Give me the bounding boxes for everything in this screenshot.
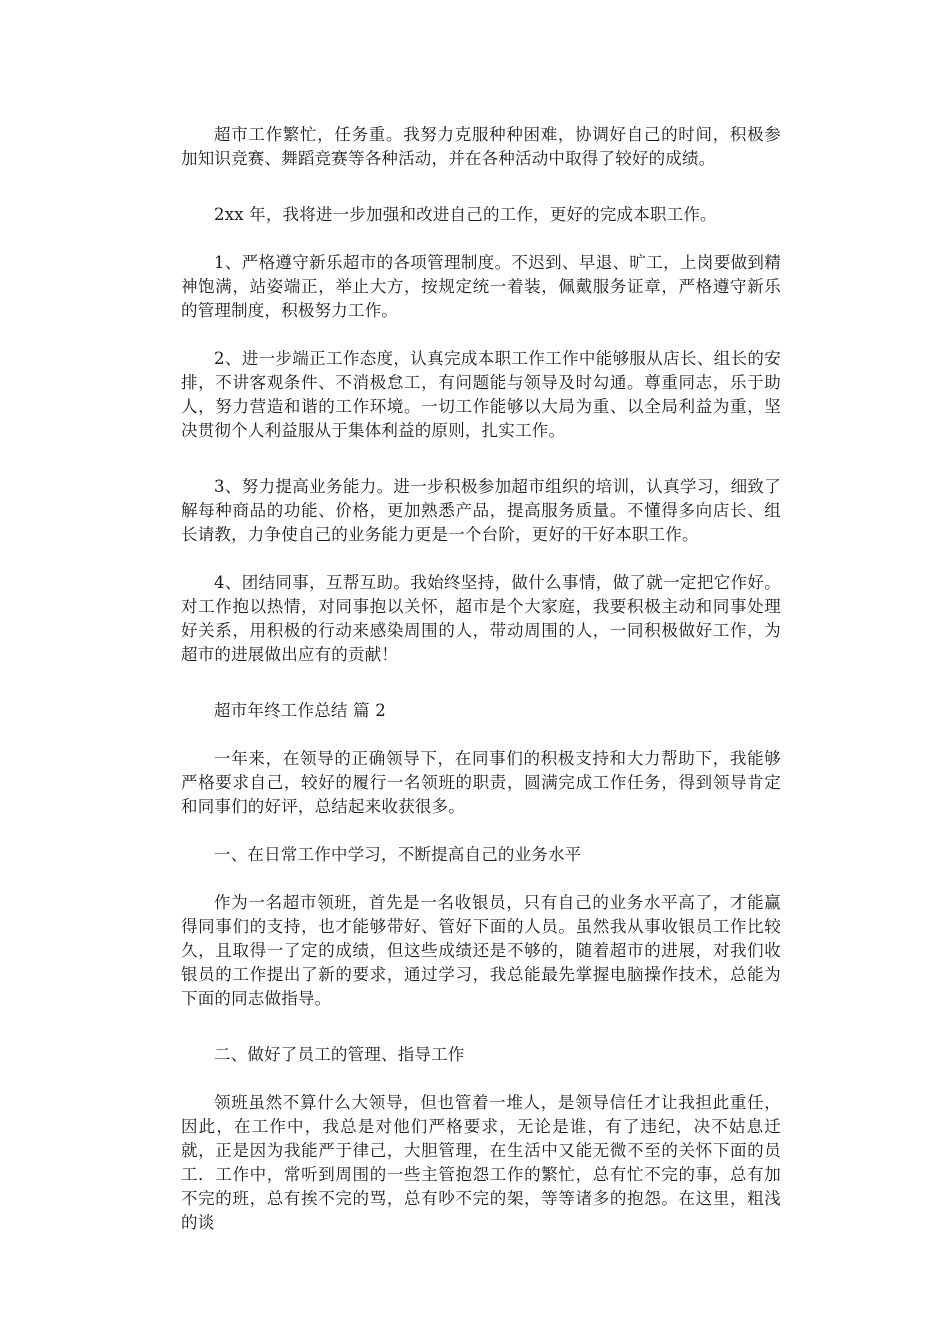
paragraph-plan-item-1: 1、严格遵守新乐超市的各项管理制度。不迟到、早退、旷工，上岗要做到精神饱满，站姿端正，举止大方，按规定统一着装，佩戴服务证章，严格遵守新乐的管理制度，积极努力工作。 [181, 253, 781, 320]
paragraph-year-summary: 一年来，在领导的正确领导下，在同事们的积极支持和大力帮助下，我能够严格要求自己，较好的履行一名领班的职责，圆满完成工作任务，得到领导肯定和同事们的好评，总结起来收获很多。 [181, 749, 781, 816]
subheading-staff-management: 二、做好了员工的管理、指导工作 [214, 1045, 465, 1064]
subheading-learning: 一、在日常工作中学习，不断提高自己的业务水平 [214, 845, 582, 864]
paragraph-plan-item-3: 3、努力提高业务能力。进一步积极参加超市组织的培训，认真学习，细致了解每种商品的功能、价格，更加熟悉产品，提高服务质量。不懂得多向店长、组长请教，力争使自己的业务能力更是一个台阶，更好的干好本职工作。 [181, 477, 781, 544]
paragraph-cashier-work: 作为一名超市领班，首先是一名收银员，只有自己的业务水平高了，才能赢得同事们的支持，也才能够带好、管好下面的人员。虽然我从事收银员工作比较久，且取得一了定的成绩，但这些成绩还是不够的，随着超市的进展，对我们收银员的工作提出了新的要求，通过学习，我总能最先掌握电脑操作技术，总能为下面的同志做指导。 [181, 893, 781, 1008]
paragraph-activities: 超市工作繁忙，任务重。我努力克服种种困难，协调好自己的时间，积极参加知识竞赛、舞蹈竞赛等各种活动，并在各种活动中取得了较好的成绩。 [181, 125, 781, 168]
paragraph-supervisor-role: 领班虽然不算什么大领导，但也管着一堆人，是领导信任才让我担此重任，因此，在工作中，我总是对他们严格要求，无论是谁，有了违纪，决不姑息迁就，正是因为我能严于律己，大胆管理，在生活中又能无微不至的关怀下面的员工．工作中，常听到周围的一些主管抱怨工作的繁忙，总有忙不完的事，总有加不完的班，总有挨不完的骂，总有吵不完的架，等等诸多的抱怨。在这里，粗浅的谈 [181, 1093, 781, 1232]
paragraph-plan-item-4: 4、团结同事，互帮互助。我始终坚持，做什么事情，做了就一定把它作好。对工作抱以热情，对同事抱以关怀，超市是个大家庭，我要积极主动和同事处理好关系，用积极的行动来感染周围的人，带动周围的人，一同积极做好工作，为超市的进展做出应有的贡献！ [181, 573, 781, 664]
paragraph-plan-item-2: 2、进一步端正工作态度，认真完成本职工作工作中能够服从店长、组长的安排，不讲客观条件、不消极怠工，有问题能与领导及时勾通。尊重同志，乐于助人，努力营造和谐的工作环境。一切工作能够以大局为重、以全局利益为重，坚决贯彻个人利益服从于集体利益的原则，扎实工作。 [181, 349, 781, 440]
paragraph-plan-intro: 2xx 年，我将进一步加强和改进自己的工作，更好的完成本职工作。 [214, 205, 717, 224]
section-heading-part-2: 超市年终工作总结 篇 2 [214, 701, 386, 720]
